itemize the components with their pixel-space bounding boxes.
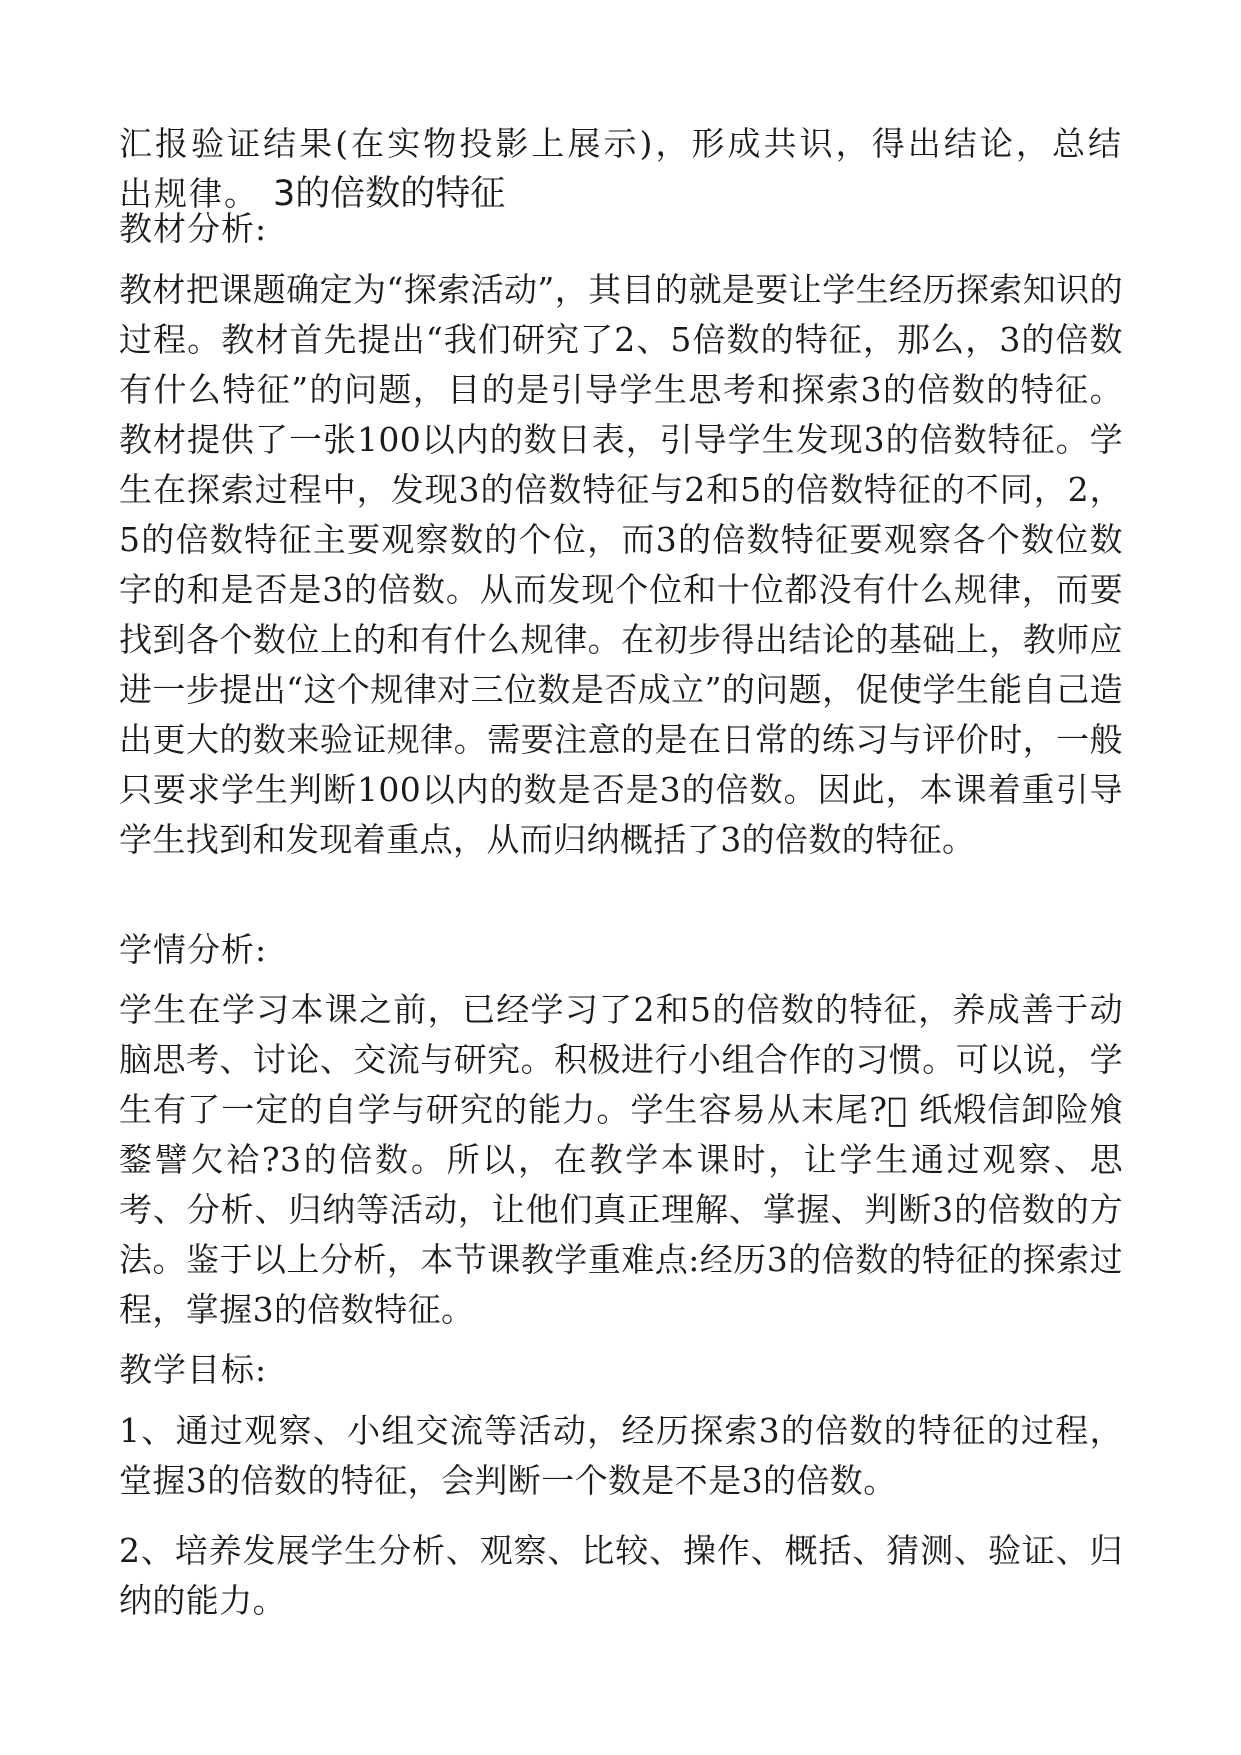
lesson-title: 3的倍数的特征 <box>273 174 506 214</box>
section-heading-textbook-analysis: 教材分析: <box>119 209 268 248</box>
teaching-goal-item-1: 1、通过观察、小组交流等活动，经历探索3的倍数的特征的过程，堂握3的倍数的特征，会判断一个数是不是3的倍数。 <box>119 1411 1123 1500</box>
section-heading-student-analysis: 学情分析: <box>119 930 268 969</box>
student-analysis-paragraph: 学生在学习本课之前，已经学习了2和5的倍数的特征，养成善于动脑思考、讨论、交流与研究。积极进行小组合作的习惯。可以说，学生有了一定的自学与研究的能力。学生容易从末尾?  纸煅信卸险飧鍪譬欠袷?3的倍数。所以，在教学本课时，让学生通过观察、思考、分析、归纳等活动，让他们真正理解、掌握、判断3的倍数的方法。鉴于以上分析，本节课教学重难点:经历3的倍数的特征的探索过程，掌握3的倍数特征。 <box>119 990 1123 1329</box>
intro-text: 汇报验证结果(在实物投影上展示)，形成共识，得出结论，总结出规律。 <box>119 124 1123 213</box>
textbook-analysis-paragraph: 教材把课题确定为“探索活动”，其目的就是要让学生经历探索知识的过程。教材首先提出“我们研究了2、5倍数的特征，那么，3的倍数有什么特征”的问题，目的是引导学生思考和探索3的倍数的特征。教材提供了一张100以内的数日表，引导学生发现3的倍数特征。学生在探索过程中，发现3的倍数特征与2和5的倍数特征的不同，2，5的倍数特征主要观察数的个位，而3的倍数特征要观察各个数位数字的和是否是3的倍数。从而发现个位和十位都没有什么规律，而要找到各个数位上的和有什么规律。在初步得出结论的基础上，教师应进一步提出“这个规律对三位数是否成立”的问题，促使学生能自己造出更大的数来验证规律。需要注意的是在日常的练习与评价时，一般只要求学生判断100以内的数是否是3的倍数。因此，本课着重引导学生找到和发现着重点，从而归纳概括了3的倍数的特征。 <box>119 270 1123 859</box>
teaching-goal-item-2: 2、培养发展学生分析、观察、比较、操作、概括、猜测、验证、归纳的能力。 <box>119 1531 1123 1620</box>
section-heading-teaching-goals: 教学目标: <box>119 1350 268 1389</box>
